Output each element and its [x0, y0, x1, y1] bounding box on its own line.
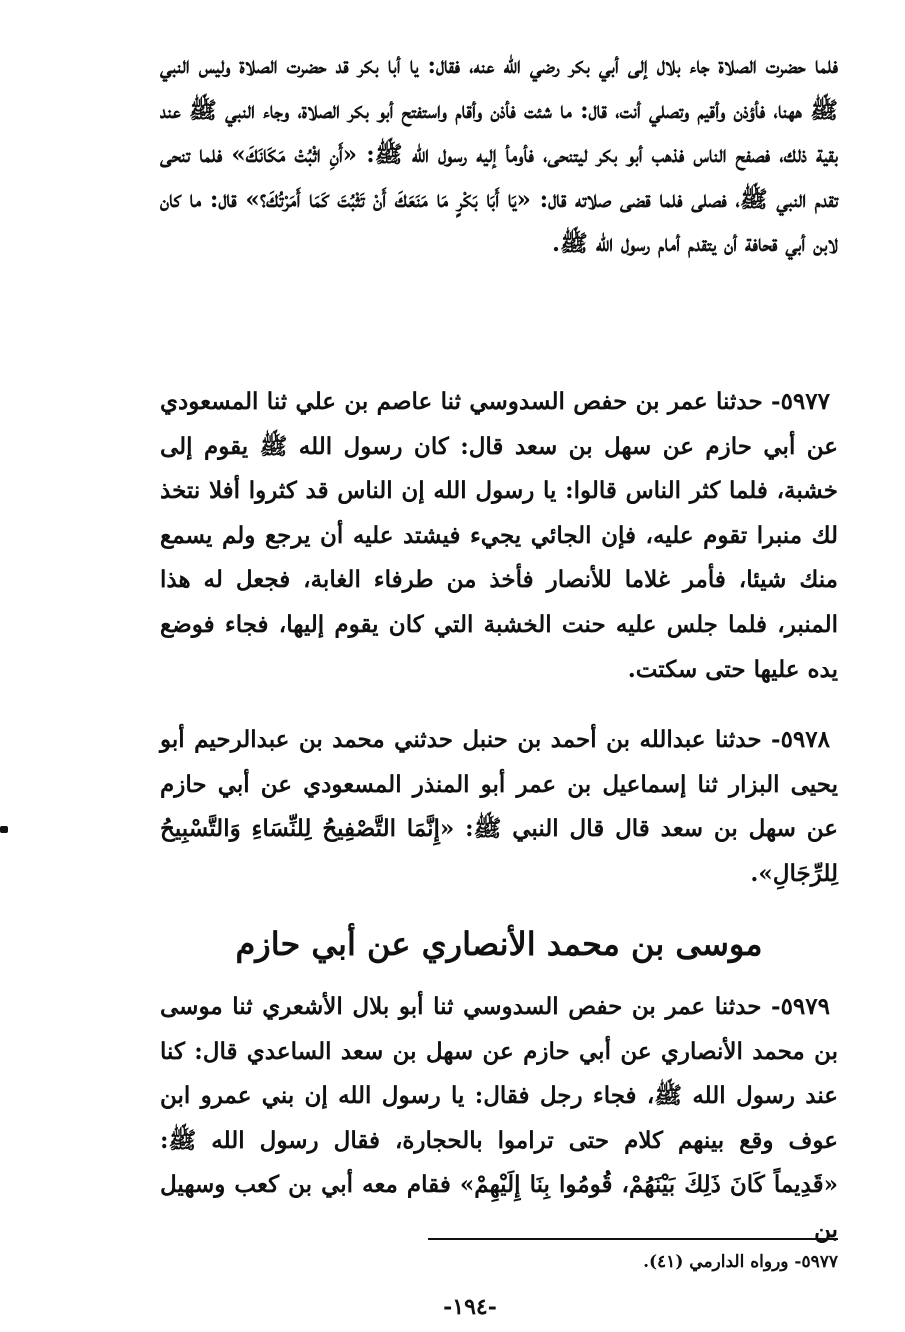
- hadith-number-5977: ٥٩٧٧-: [771, 388, 830, 415]
- paragraph-continuation: فلما حضرت الصلاة جاء بلال إلى أبي بكر رضي الله عنه، فقال: يا أبا بكر قد حضرت الصلاة وليس النبي ﷺ ههنا، فأؤذن وأقيم وتصلي أنت، قال: ما شئت فأذن وأقام واستفتح أبو بكر الصلاة، وجاء النبي ﷺ عند بقية ذلك، فصفح الناس فذهب أبو بكر ليتنحى، فأومأ إليه رسول الله ﷺ: «أَنِ اثْبُتْ مَكَانَكَ» فلما تنحى تقدم النبي ﷺ، فصلى فلما قضى صلاته قال: «يَا أَبَا بَكْرٍ مَا مَنَعَكَ أَنْ تَثْبُتَ كَمَا أَمَرْتُكَ؟» قال: ما كان لابن أبي قحافة أن يتقدم أمام رسول الله ﷺ.: [160, 52, 838, 258]
- footnote-divider: [428, 1238, 838, 1240]
- section-heading: موسى بن محمد الأنصاري عن أبي حازم: [235, 925, 763, 963]
- text-block-hadith-5978: [160, 718, 838, 896]
- paragraph-hadith-5977: [160, 380, 838, 692]
- paragraph-hadith-5979: [160, 985, 838, 1253]
- page-number: -١٩٤-: [443, 1294, 497, 1320]
- hadith-number-5979: ٥٩٧٩-: [771, 993, 830, 1020]
- text-block-continuation: [160, 44, 838, 267]
- hadith-text-5978: حدثنا عبدالله بن أحمد بن حنبل حدثني محمد بن عبدالرحيم أبو يحيى البزار ثنا إسماعيل بن عمر أبو المنذر المسعودي عن أبي حازم عن سهل بن سعد قال قال النبي ﷺ: «إِنَّمَا التَّصْفِيحُ لِلنِّسَاءِ وَالتَّسْبِيحُ لِلرِّجَالِ».: [160, 726, 838, 887]
- margin-mark: [0, 826, 8, 833]
- text-block-hadith-5979: [160, 985, 838, 1253]
- hadith-text-5977: حدثنا عمر بن حفص السدوسي ثنا عاصم بن علي ثنا المسعودي عن أبي حازم عن سهل بن سعد قال: كان رسول الله ﷺ يقوم إلى خشبة، فلما كثر الناس قالوا: يا رسول الله إن الناس قد كثروا أفلا نتخذ لك منبرا تقوم عليه، فإن الجائي يجيء فيشتد عليه أن يرجع ولم يسمع منك شيئا، فأمر غلاما للأنصار فأخذ من طرفاء الغابة، فجعل له هذا المنبر، فلما جلس عليه حنت الخشبة التي كان يقوم إليها، فجاء فوضع يده عليها حتى سكتت.: [160, 388, 839, 683]
- hadith-number-5978: ٥٩٧٨-: [771, 726, 830, 753]
- hadith-text-5979: حدثنا عمر بن حفص السدوسي ثنا أبو بلال الأشعري ثنا موسى بن محمد الأنصاري عن أبي حازم عن سهل بن سعد الساعدي قال: كنا عند رسول الله ﷺ، فجاء رجل فقال: يا رسول الله إن بني عمرو ابن عوف وقع بينهم كلام حتى تراموا بالحجارة، فقال رسول الله ﷺ: «قَدِيماً كَانَ ذَلِكَ بَيْنَهُمْ، قُومُوا بِنَا إِلَيْهِمْ» فقام معه أبي بن كعب وسهيل بن: [160, 993, 838, 1243]
- text-block-hadith-5977: [160, 380, 838, 692]
- footnote: ٥٩٧٧- ورواه الدارمي (٤١).: [643, 1252, 838, 1272]
- paragraph-hadith-5978: [160, 718, 838, 896]
